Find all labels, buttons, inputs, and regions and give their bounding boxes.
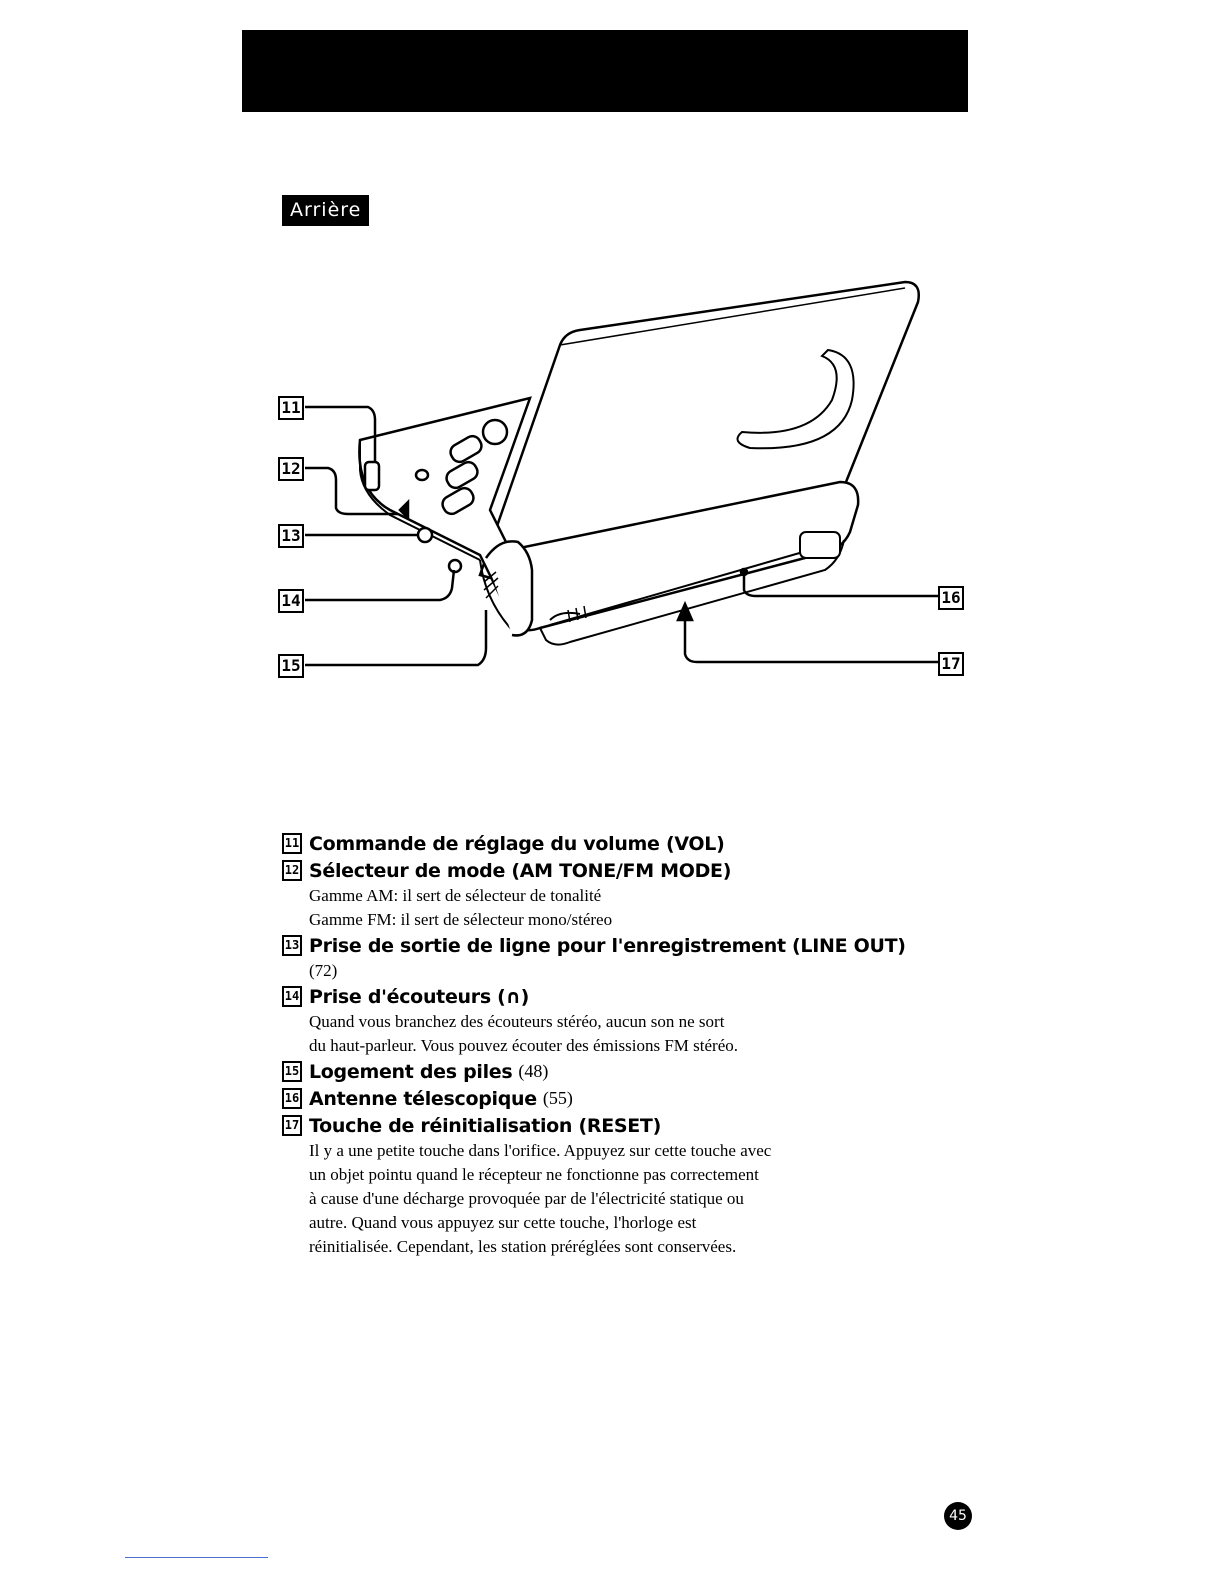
item-text: Il y a une petite touche dans l'orifice. Appuyez sur cette touche avec: [309, 1141, 772, 1160]
callout-15: 15: [278, 654, 304, 678]
radio-rear-drawing: [250, 270, 980, 690]
item-11: [282, 830, 972, 857]
item-title: Logement des piles: [309, 1060, 513, 1083]
callout-11: 11: [278, 396, 304, 420]
item-number: 17: [282, 1115, 302, 1136]
item-12: [282, 857, 972, 932]
item-text: à cause d'une décharge provoquée par de l'électricité statique ou: [309, 1189, 744, 1208]
item-title: Sélecteur de mode (AM TONE/FM MODE): [309, 859, 732, 882]
item-14: [282, 983, 972, 1058]
item-title: Antenne télescopique: [309, 1087, 537, 1110]
item-text: Gamme AM: il sert de sélecteur de tonalité: [309, 886, 602, 905]
item-number: 15: [282, 1061, 302, 1082]
item-text: (72): [309, 961, 338, 980]
item-15: [282, 1058, 972, 1085]
device-rear-illustration: [250, 270, 980, 690]
callout-16: 16: [938, 586, 964, 610]
item-number: 11: [282, 833, 302, 854]
item-number: 12: [282, 860, 302, 881]
item-title: Prise de sortie de ligne pour l'enregistrement (LINE OUT): [309, 934, 906, 957]
header-bar: [242, 30, 968, 112]
page-reference: (55): [542, 1088, 573, 1108]
item-text: réinitialisée. Cependant, les station préréglées sont conservées.: [309, 1237, 737, 1256]
item-number: 16: [282, 1088, 302, 1109]
footer-rule: [125, 1557, 268, 1558]
callout-14: 14: [278, 589, 304, 613]
item-16: [282, 1085, 972, 1112]
page-number: 45: [944, 1502, 972, 1530]
item-text: autre. Quand vous appuyez sur cette touche, l'horloge est: [309, 1213, 697, 1232]
item-number: 13: [282, 935, 302, 956]
item-17: [282, 1112, 972, 1259]
callout-12: 12: [278, 457, 304, 481]
item-title: Prise d'écouteurs (∩): [309, 985, 530, 1008]
callout-13: 13: [278, 524, 304, 548]
item-title: Touche de réinitialisation (RESET): [309, 1114, 661, 1137]
item-text: Gamme FM: il sert de sélecteur mono/stéreo: [309, 910, 613, 929]
item-title: Commande de réglage du volume (VOL): [309, 832, 725, 855]
description-list: [282, 830, 972, 1259]
item-text: du haut-parleur. Vous pouvez écouter des émissions FM stéréo.: [309, 1036, 739, 1055]
section-tab: Arrière: [282, 195, 369, 226]
item-13: [282, 932, 972, 983]
callout-17: 17: [938, 652, 964, 676]
item-text: Quand vous branchez des écouteurs stéréo, aucun son ne sort: [309, 1012, 725, 1031]
page-reference: (48): [518, 1061, 549, 1081]
item-number: 14: [282, 986, 302, 1007]
item-text: un objet pointu quand le récepteur ne fonctionne pas correctement: [309, 1165, 759, 1184]
